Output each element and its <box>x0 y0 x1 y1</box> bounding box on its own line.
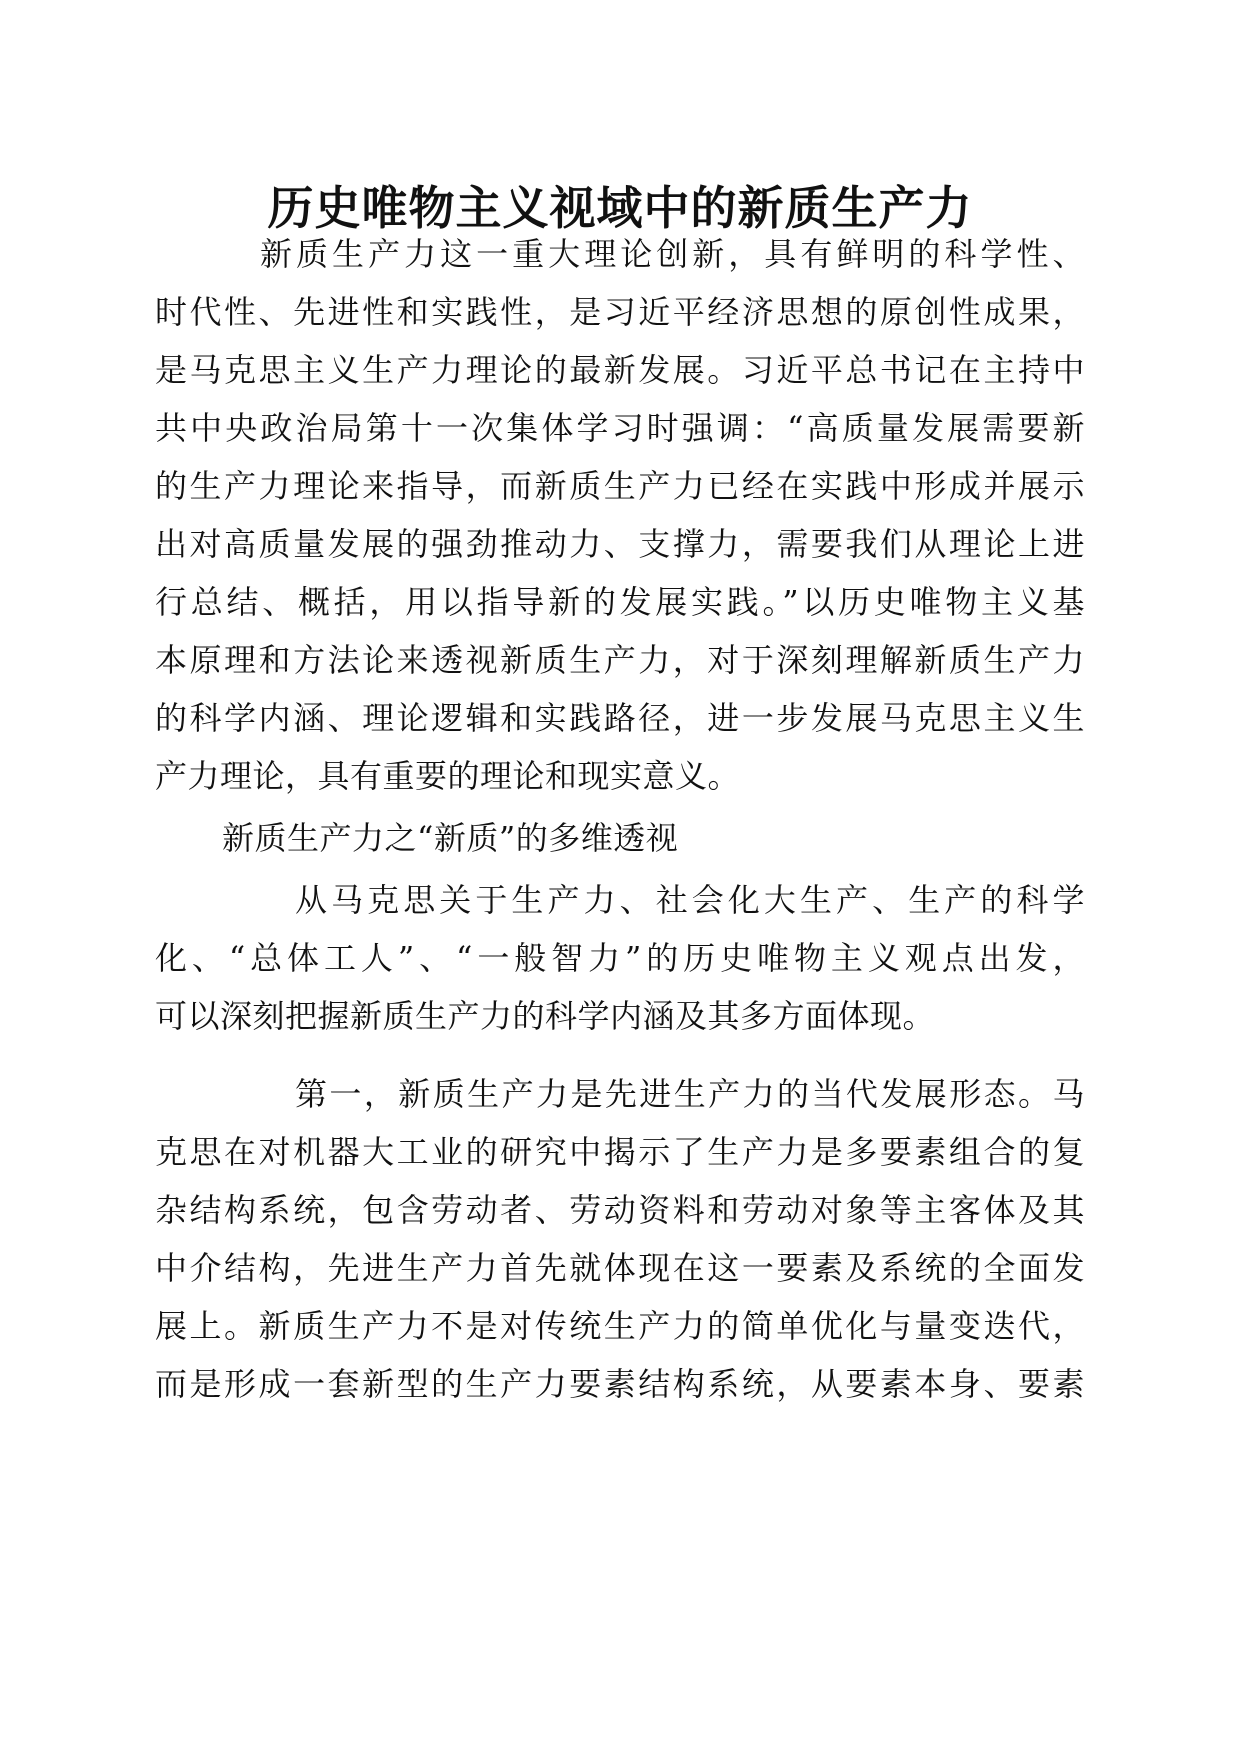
text-line: 出对高质量发展的强劲推动力、支撑力，需要我们从理论上进 <box>155 525 1085 563</box>
text-line: 本原理和方法论来透视新质生产力，对于深刻理解新质生产力 <box>155 641 1085 679</box>
text-line: 共中央政治局第十一次集体学习时强调：“高质量发展需要新 <box>155 409 1085 447</box>
text-line: 而是形成一套新型的生产力要素结构系统，从要素本身、要素 <box>155 1365 1085 1403</box>
text-line: 中介结构，先进生产力首先就体现在这一要素及系统的全面发 <box>155 1249 1085 1287</box>
text-line: 的科学内涵、理论逻辑和实践路径，进一步发展马克思主义生 <box>155 699 1085 737</box>
text-line: 可以深刻把握新质生产力的科学内涵及其多方面体现。 <box>155 997 936 1035</box>
text-line: 第一，新质生产力是先进生产力的当代发展形态。马 <box>295 1075 1085 1113</box>
text-line: 产力理论，具有重要的理论和现实意义。 <box>155 757 741 795</box>
text-line: 新质生产力这一重大理论创新，具有鲜明的科学性、 <box>260 235 1085 273</box>
text-line: 是马克思主义生产力理论的最新发展。习近平总书记在主持中 <box>155 351 1085 389</box>
text-line: 化、“总体工人”、“一般智力”的历史唯物主义观点出发， <box>155 939 1085 977</box>
text-line: 克思在对机器大工业的研究中揭示了生产力是多要素组合的复 <box>155 1133 1085 1171</box>
section-heading: 新质生产力之“新质”的多维透视 <box>222 819 679 857</box>
text-line: 的生产力理论来指导，而新质生产力已经在实践中形成并展示 <box>155 467 1085 505</box>
document-title: 历史唯物主义视域中的新质生产力 <box>267 181 973 235</box>
text-line: 行总结、概括，用以指导新的发展实践。”以历史唯物主义基 <box>155 583 1085 621</box>
text-line: 从马克思关于生产力、社会化大生产、生产的科学 <box>295 881 1085 919</box>
text-line: 展上。新质生产力不是对传统生产力的简单优化与量变迭代， <box>155 1307 1085 1345</box>
text-line: 杂结构系统，包含劳动者、劳动资料和劳动对象等主客体及其 <box>155 1191 1085 1229</box>
text-line: 时代性、先进性和实践性，是习近平经济思想的原创性成果， <box>155 293 1085 331</box>
